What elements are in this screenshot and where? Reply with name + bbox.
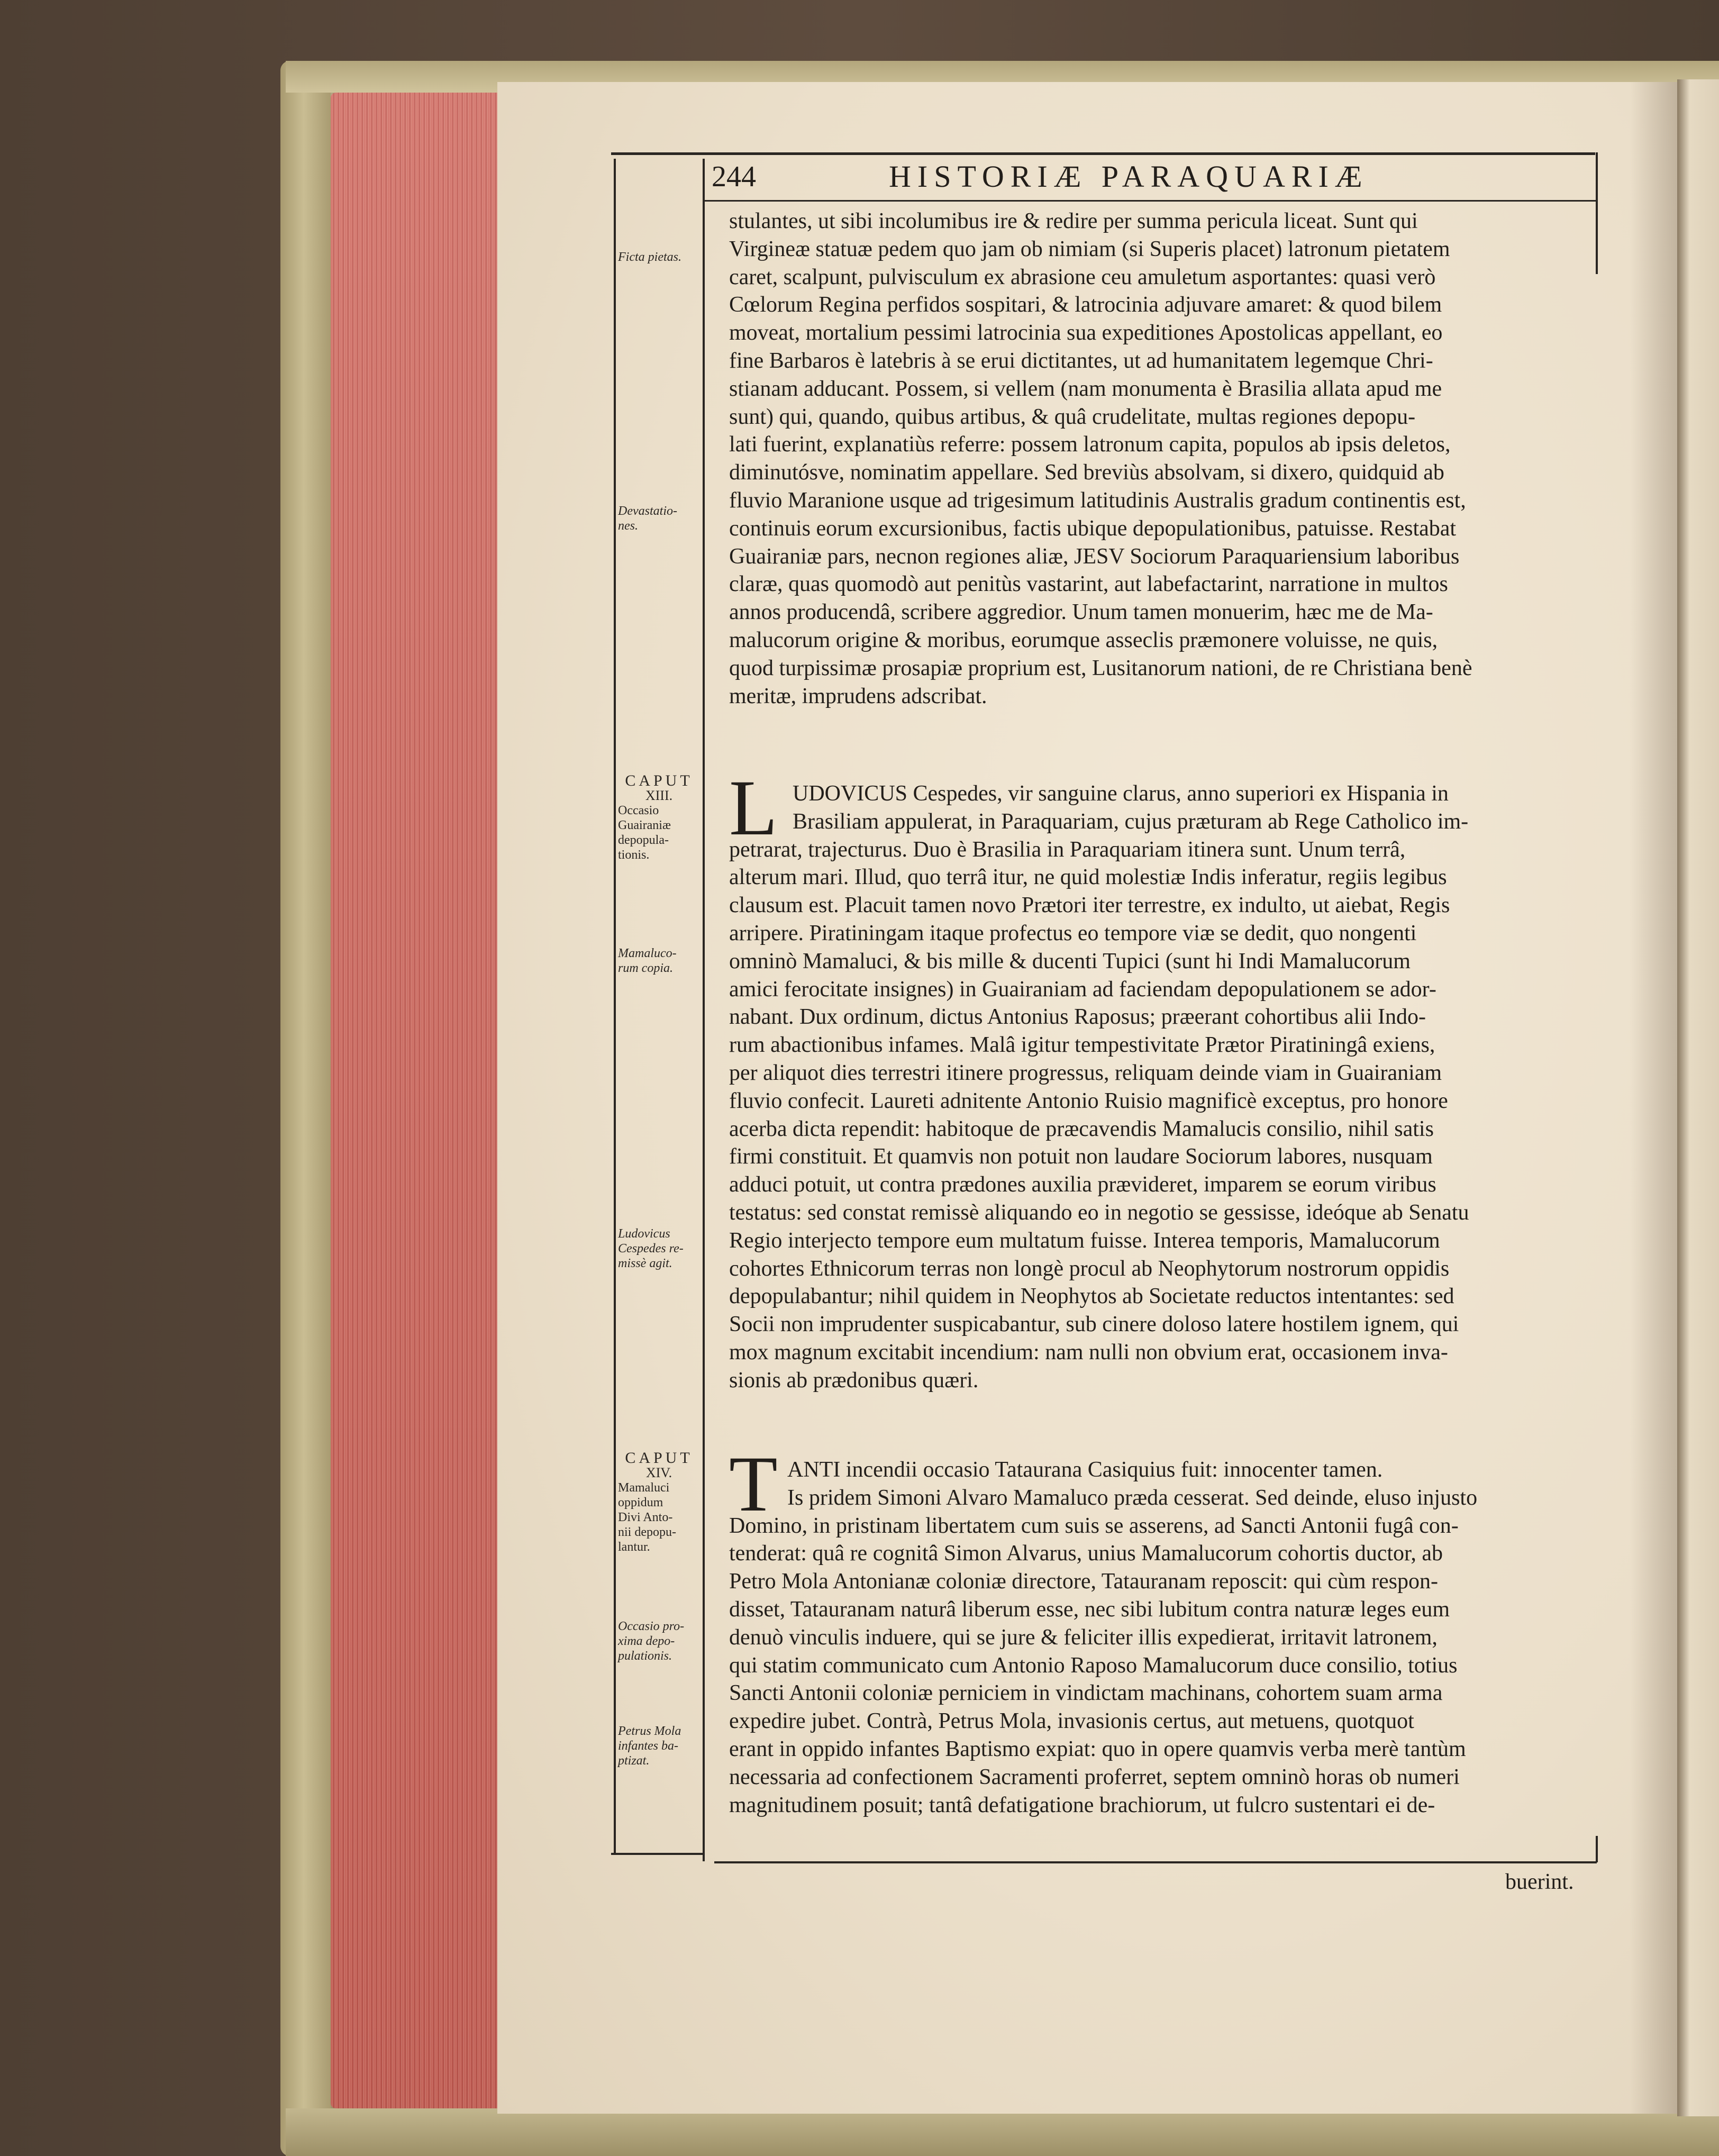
margin-note-line: Cespedes re-	[618, 1242, 684, 1256]
margin-note-line: nes.	[618, 519, 638, 533]
text-line: clausum est. Placuit tamen novo Prætori iter terrestre, ex indulto, ut aiebat, Regis	[729, 893, 1450, 918]
margin-note-line: oppidum	[618, 1496, 663, 1509]
margin-note-mamalucorum-copia	[618, 946, 700, 976]
frame-top-rule	[611, 152, 1595, 155]
text-line: rum abactionibus infames. Malâ igitur tempestivitate Prætor Piratiningâ exiens,	[729, 1033, 1435, 1058]
margin-note-line: xima depo-	[618, 1634, 675, 1648]
text-line: stianam adducant. Possem, si vellem (nam monumenta è Brasilia allata apud me	[729, 376, 1442, 401]
text-line: Socii non imprudenter suspicabantur, sub cinere doloso latere hostilem ignem, qui	[729, 1312, 1459, 1337]
margin-note-occasio-proxima	[618, 1619, 700, 1663]
text-line: Petro Mola Antonianæ coloniæ directore, Tatauranam reposcit: qui cùm respon-	[729, 1569, 1438, 1594]
caput-heading: CAPUT	[625, 772, 693, 789]
text-line: sunt) qui, quando, quibus artibus, & quâ crudelitate, multas regiones depopu-	[729, 404, 1416, 429]
caput-number: XIV.	[645, 1465, 672, 1480]
text-line: depopulabantur; nihil quidem in Neophytos ab Societate reductos intentantes: sed	[729, 1284, 1454, 1309]
text-line: cohortes Ethnicorum terras non longè procul ab Neophytorum nostrorum oppidis	[729, 1256, 1450, 1281]
margin-note-caput-xiii	[618, 774, 700, 862]
text-line: omninò Mamaluci, & bis mille & ducenti Tupici (sunt hi Indi Mamalucorum	[729, 949, 1411, 974]
text-line: continuis eorum excursionibus, factis ubique depopulationibus, patuisse. Restabat	[729, 516, 1457, 541]
frame-right-rule-bottom	[1596, 1836, 1598, 1862]
text-line: moveat, mortalium pessimi latrocinia sua expeditiones Apostolicas appellant, eo	[729, 321, 1443, 345]
margin-note-line: lantur.	[618, 1540, 650, 1554]
margin-note-line: Devastatio-	[618, 504, 677, 518]
paragraph-3	[729, 1456, 1596, 1819]
text-line: ANTI incendii occasio Tataurana Casiquius fuit: innocenter tamen.	[787, 1458, 1383, 1482]
text-line: Guairaniæ pars, necnon regiones aliæ, JESV Sociorum Paraquariensium laboribus	[729, 544, 1460, 569]
margin-note-line: Petrus Mola	[618, 1724, 681, 1738]
margin-note-line: pulationis.	[618, 1649, 672, 1663]
frame-bottom-rule-text	[714, 1861, 1597, 1863]
margin-note-line: Guairaniæ	[618, 818, 671, 832]
text-line: testatus: sed constat remissè aliquando eo in negotio se gessisse, ideóque ab Senatu	[729, 1200, 1469, 1225]
text-line: adduci potuit, ut contra prædones auxilia prævideret, imparem se eorum viribus	[729, 1172, 1436, 1197]
paragraph-2	[729, 780, 1596, 1395]
text-line: erant in oppido infantes Baptismo expiat: quo in opere quamvis verba merè tantùm	[729, 1736, 1466, 1761]
frame-bottom-rule-margin	[611, 1853, 703, 1855]
red-page-edges	[331, 93, 511, 2108]
margin-note-petrus-mola	[618, 1724, 700, 1768]
text-line: mox magnum excitabit incendium: nam nulli non obvium erat, occasionem inva-	[729, 1340, 1448, 1364]
text-line: arripere. Piratiningam itaque profectus eo tempore viæ se dedit, quo nongenti	[729, 921, 1417, 945]
paragraph-1	[729, 207, 1596, 710]
text-line: fluvio Maranione usque ad trigesimum latitudinis Australis gradum continentis est,	[729, 488, 1466, 513]
text-line: Sancti Antonii coloniæ perniciem in vindictam machinans, cohortem suam arma	[729, 1681, 1443, 1706]
text-line: UDOVICUS Cespedes, vir sanguine clarus, anno superiori ex Hispania in	[793, 781, 1449, 806]
text-line: quod turpissimæ prosapiæ proprium est, Lusitanorum nationi, de re Christiana benè	[729, 656, 1472, 680]
margin-divider-rule	[703, 159, 705, 1861]
text-line: fluvio confecit. Laureti adnitente Antonio Ruisio magnificè exceptus, pro honore	[729, 1088, 1448, 1113]
text-line: sionis ab prædonibus quæri.	[729, 1368, 979, 1393]
margin-note-devastationes	[618, 504, 700, 533]
dropcap-l: L	[729, 764, 778, 852]
margin-note-line: Occasio pro-	[618, 1620, 685, 1633]
catchword: buerint.	[1505, 1870, 1574, 1894]
book-cover-spine	[280, 61, 339, 2156]
text-line: malucorum origine & moribus, eorumque asseclis præmonere voluisse, ne quis,	[729, 627, 1438, 652]
text-line: Is pridem Simoni Alvaro Mamaluco præda cesserat. Sed deinde, eluso injusto	[787, 1485, 1478, 1510]
text-line: Brasiliam appulerat, in Paraquariam, cujus præturam ab Rege Catholico im-	[793, 809, 1469, 834]
caput-heading: CAPUT	[625, 1449, 693, 1467]
margin-note-line: missè agit.	[618, 1257, 672, 1270]
header-rule	[703, 200, 1597, 202]
frame-right-rule-top	[1596, 152, 1598, 274]
gutter-shadow	[1630, 82, 1677, 2114]
text-line: amici ferocitate insignes) in Guairaniam ad faciendam depopulationem se ador-	[729, 977, 1436, 1002]
text-line: acerba dicta rependit: habitoque de præcavendis Mamalucis consilio, nihil satis	[729, 1116, 1434, 1141]
margin-note-line: tionis.	[618, 848, 650, 862]
text-line: Cœlorum Regina perfidos sospitari, & latrocinia adjuvare amaret: & quod bilem	[729, 293, 1442, 317]
text-line: firmi constituit. Et quamvis non potuit non laudare Sociorum labores, nusquam	[729, 1144, 1433, 1169]
text-line: stulantes, ut sibi incolumibus ire & redire per summa pericula liceat. Sunt qui	[729, 209, 1418, 233]
text-line: qui statim communicato cum Antonio Raposo Mamalucorum duce consilio, totius	[729, 1653, 1458, 1678]
margin-note-line: infantes ba-	[618, 1739, 678, 1753]
margin-note-line: Mamaluco-	[618, 947, 677, 960]
text-line: disset, Tatauranam naturâ liberum esse, nec sibi lubitum contra naturæ leges eum	[729, 1597, 1450, 1622]
text-line: meritæ, imprudens adscribat.	[729, 684, 987, 708]
margin-note-line: Mamaluci	[618, 1481, 670, 1495]
margin-note-caput-xiv	[618, 1451, 700, 1554]
page-number: 244	[712, 160, 756, 193]
text-line: denuò vinculis induere, qui se jure & feliciter illis expedierat, irritavit latronem,	[729, 1625, 1438, 1650]
caput-number: XIII.	[645, 788, 673, 803]
text-line: per aliquot dies terrestri itinere progressus, reliquam deinde viam in Guairaniam	[729, 1060, 1442, 1085]
dropcap-t: T	[729, 1440, 778, 1528]
cover-bottom-edge	[286, 2108, 1719, 2156]
margin-note-line: Divi Anto-	[618, 1511, 673, 1524]
text-line: annos producendâ, scribere aggredior. Unum tamen monuerim, hæc me de Ma-	[729, 600, 1433, 625]
text-line: nabant. Dux ordinum, dictus Antonius Raposus; præerant cohortibus alii Indo-	[729, 1005, 1426, 1030]
text-line: petrarat, trajecturus. Duo è Brasilia in Paraquariam itinera sunt. Unum terrâ,	[729, 837, 1406, 862]
facing-page-edge	[1677, 79, 1719, 2116]
text-line: expedire jubet. Contrà, Petrus Mola, invasionis certus, aut metuens, quotquot	[729, 1709, 1414, 1734]
margin-note-ficta-pietas	[618, 250, 700, 265]
frame-left-rule	[614, 159, 616, 1853]
margin-note-line: ptizat.	[618, 1754, 650, 1768]
margin-note-text: Ficta pietas.	[618, 250, 681, 264]
text-line: diminutósve, nominatim appellare. Sed breviùs absolvam, si dixero, quidquid ab	[729, 460, 1444, 485]
margin-note-line: Ludovicus	[618, 1227, 670, 1241]
text-line: caret, scalpunt, pulvisculum ex abrasione ceu amuletum asportantes: quasi verò	[729, 265, 1436, 289]
text-line: Virgineæ statuæ pedem quo jam ob nimiam (si Superis placet) latronum pietatem	[729, 236, 1450, 261]
margin-note-line: nii depopu-	[618, 1525, 676, 1539]
text-line: Domino, in pristinam libertatem cum suis se asserens, ad Sancti Antonii fugâ con-	[729, 1513, 1459, 1538]
text-line: necessaria ad confectionem Sacramenti proferret, septem omninò horas ob numeri	[729, 1764, 1460, 1789]
margin-note-line: depopula-	[618, 833, 669, 847]
text-line: tenderat: quâ re cognitâ Simon Alvarus, unius Mamalucorum cohortis ductor, ab	[729, 1541, 1443, 1566]
running-title: HISTORIÆ PARAQUARIÆ	[889, 159, 1369, 194]
margin-note-ludovicus	[618, 1226, 700, 1271]
text-line: lati fuerint, explanatiùs referre: possem latronum capita, populos ab ipsis deletos,	[729, 432, 1451, 457]
margin-note-line: rum copia.	[618, 961, 673, 975]
text-line: alterum mari. Illud, quo terrâ itur, ne quid molestiæ Indis inferatur, regiis legibus	[729, 865, 1447, 890]
margin-note-line: Occasio	[618, 804, 659, 817]
text-line: fine Barbaros è latebris à se erui dictitantes, ut ad humanitatem legemque Chri-	[729, 348, 1433, 373]
text-line: magnitudinem posuit; tantâ defatigatione brachiorum, ut fulcro sustentari ei de-	[729, 1793, 1435, 1817]
text-line: claræ, quas quomodò aut penitùs vastarint, aut labefactarint, narratione in multos	[729, 572, 1448, 597]
text-line: Regio interjecto tempore eum multatum fuisse. Interea temporis, Mamalucorum	[729, 1228, 1440, 1253]
